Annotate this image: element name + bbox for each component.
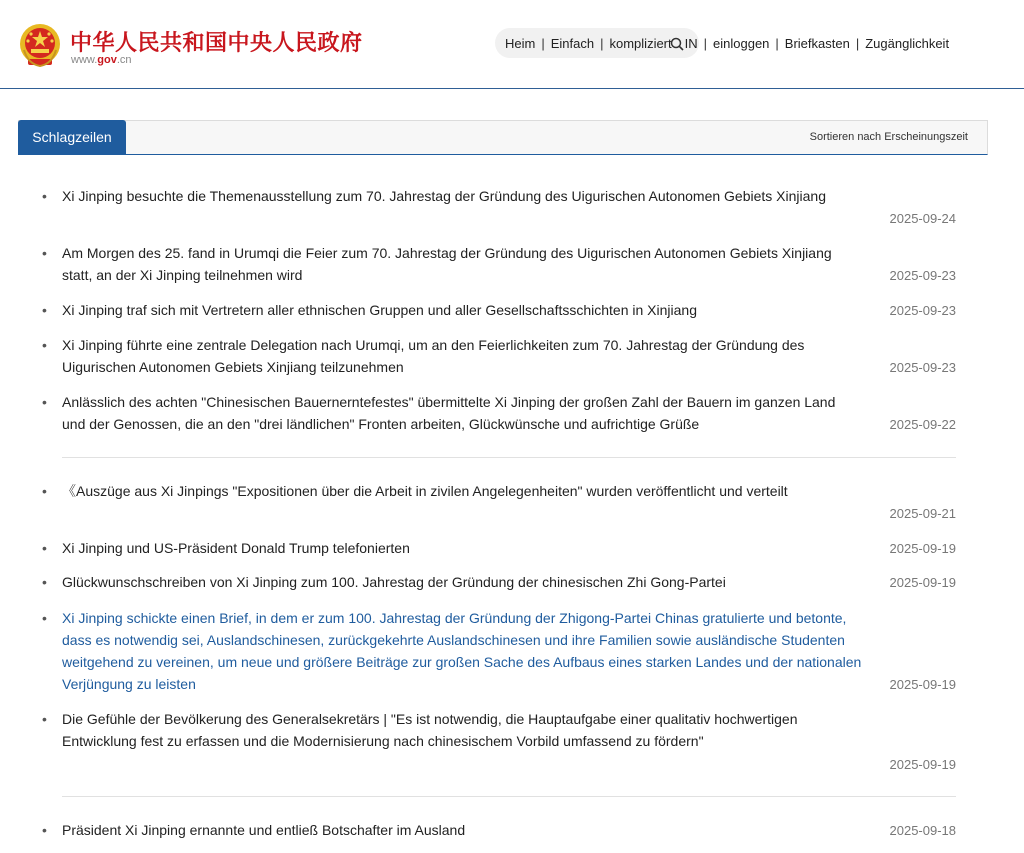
nav-login-link[interactable]: einloggen <box>713 36 770 51</box>
news-date: 2025-09-23 <box>889 268 956 283</box>
list-bullet: • <box>42 483 47 499</box>
list-bullet: • <box>42 188 47 204</box>
top-navigation <box>505 36 949 51</box>
emblem-icon <box>18 22 62 68</box>
tab-headlines[interactable]: Schlagzeilen <box>18 120 126 155</box>
sort-by-date-link[interactable]: Sortieren nach Erscheinungszeit <box>809 131 968 143</box>
news-title-link[interactable]: Die Gefühle der Bevölkerung des Generalsekretärs | "Es ist notwendig, die Hauptaufgabe einer qualitativ hochwertigen Entwicklung fest zu erfassen und die Modernisierung nach chinesischem Vorbild umfassend zu fördern" <box>62 711 798 749</box>
nav-separator: | <box>775 36 779 51</box>
url-prefix: www. <box>71 54 98 66</box>
news-date: 2025-09-19 <box>889 757 956 772</box>
section-divider <box>62 796 956 797</box>
news-date: 2025-09-19 <box>889 677 956 692</box>
list-bullet: • <box>42 610 47 626</box>
news-date: 2025-09-23 <box>889 360 956 375</box>
news-date: 2025-09-22 <box>889 417 956 432</box>
news-title-link[interactable]: Am Morgen des 25. fand in Urumqi die Feier zum 70. Jahrestag der Gründung des Uigurischen Autonomen Gebiets Xinjiang statt, an der Xi Jinping teilnehmen wird <box>62 245 832 283</box>
nav-separator: | <box>541 36 545 51</box>
list-bullet: • <box>42 574 47 590</box>
news-title-link[interactable]: Glückwunschschreiben von Xi Jinping zum 100. Jahrestag der Gründung der chinesischen Zhi Gong-Partei <box>62 574 726 590</box>
site-header <box>0 0 1024 89</box>
search-icon[interactable] <box>670 37 684 51</box>
nav-complex-link[interactable]: kompliziert <box>609 36 672 51</box>
list-bullet: • <box>42 394 47 410</box>
list-bullet: • <box>42 822 47 838</box>
headlines-tabbar <box>18 120 988 155</box>
url-suffix: .cn <box>116 54 132 66</box>
news-title-link[interactable]: Xi Jinping traf sich mit Vertretern aller ethnischen Gruppen und aller Gesellschaftsschichten in Xinjiang <box>62 302 697 318</box>
section-divider <box>62 457 956 458</box>
list-bullet: • <box>42 540 47 556</box>
url-brand: gov <box>97 54 117 66</box>
news-date: 2025-09-19 <box>889 575 956 590</box>
list-bullet: • <box>42 711 47 727</box>
nav-separator: | <box>600 36 604 51</box>
nav-language-link[interactable]: IN <box>684 36 698 51</box>
news-date: 2025-09-23 <box>889 303 956 318</box>
nav-home-link[interactable]: Heim <box>505 36 536 51</box>
news-title-link[interactable]: Anlässlich des achten "Chinesischen Bauernerntefestes" übermittelte Xi Jinping der großen Zahl der Bauern im ganzen Land und der Genossen, die an den "drei ländlichen" Fronten arbeiten, Glückwünsche und aufrichtige Grüße <box>62 394 836 432</box>
nav-mailbox-link[interactable]: Briefkasten <box>784 36 850 51</box>
news-date: 2025-09-21 <box>889 506 956 521</box>
site-title[interactable]: 中华人民共和国中央人民政府 <box>70 31 363 56</box>
news-title-link[interactable]: Xi Jinping und US-Präsident Donald Trump telefonierten <box>62 540 410 556</box>
nav-simple-link[interactable]: Einfach <box>550 36 595 51</box>
news-title-link[interactable]: Präsident Xi Jinping ernannte und entließ Botschafter im Ausland <box>62 822 466 838</box>
nav-separator: | <box>855 36 860 51</box>
list-bullet: • <box>42 302 47 318</box>
list-bullet: • <box>42 245 47 261</box>
list-bullet: • <box>42 337 47 353</box>
nav-separator: | <box>703 36 708 51</box>
news-title-link[interactable]: Xi Jinping schickte einen Brief, in dem er zum 100. Jahrestag der Gründung der Zhigong-Partei Chinas gratulierte und betonte, dass es notwendig sei, Auslandschinesen, zurückgekehrte Auslandschinesen und ihre Familien sowie ausländische Studenten weitgehend zu vereinen, um neue und größere Beiträge zur großen Sache des Aufbaus eines starken Landes und der nationalen Verjüngung zu leisten <box>62 610 862 692</box>
news-title-link[interactable]: Xi Jinping führte eine zentrale Delegation nach Urumqi, um an den Feierlichkeiten zum 70. Jahrestag der Gründung des Uigurischen Autonomen Gebiets Xinjiang teilzunehmen <box>62 337 805 375</box>
nav-accessibility-link[interactable]: Zugänglichkeit <box>865 36 950 51</box>
news-date: 2025-09-24 <box>889 211 956 226</box>
site-url <box>71 54 132 66</box>
news-date: 2025-09-18 <box>889 823 956 838</box>
news-date: 2025-09-19 <box>889 541 956 556</box>
news-title-link[interactable]: Xi Jinping besuchte die Themenausstellung zum 70. Jahrestag der Gründung des Uigurischen Autonomen Gebiets Xinjiang <box>62 188 826 204</box>
news-title-link[interactable]: 《Auszüge aus Xi Jinpings "Expositionen über die Arbeit in zivilen Angelegenheiten" wurden veröffentlicht und verteilt <box>62 483 788 499</box>
national-emblem[interactable] <box>18 22 62 68</box>
